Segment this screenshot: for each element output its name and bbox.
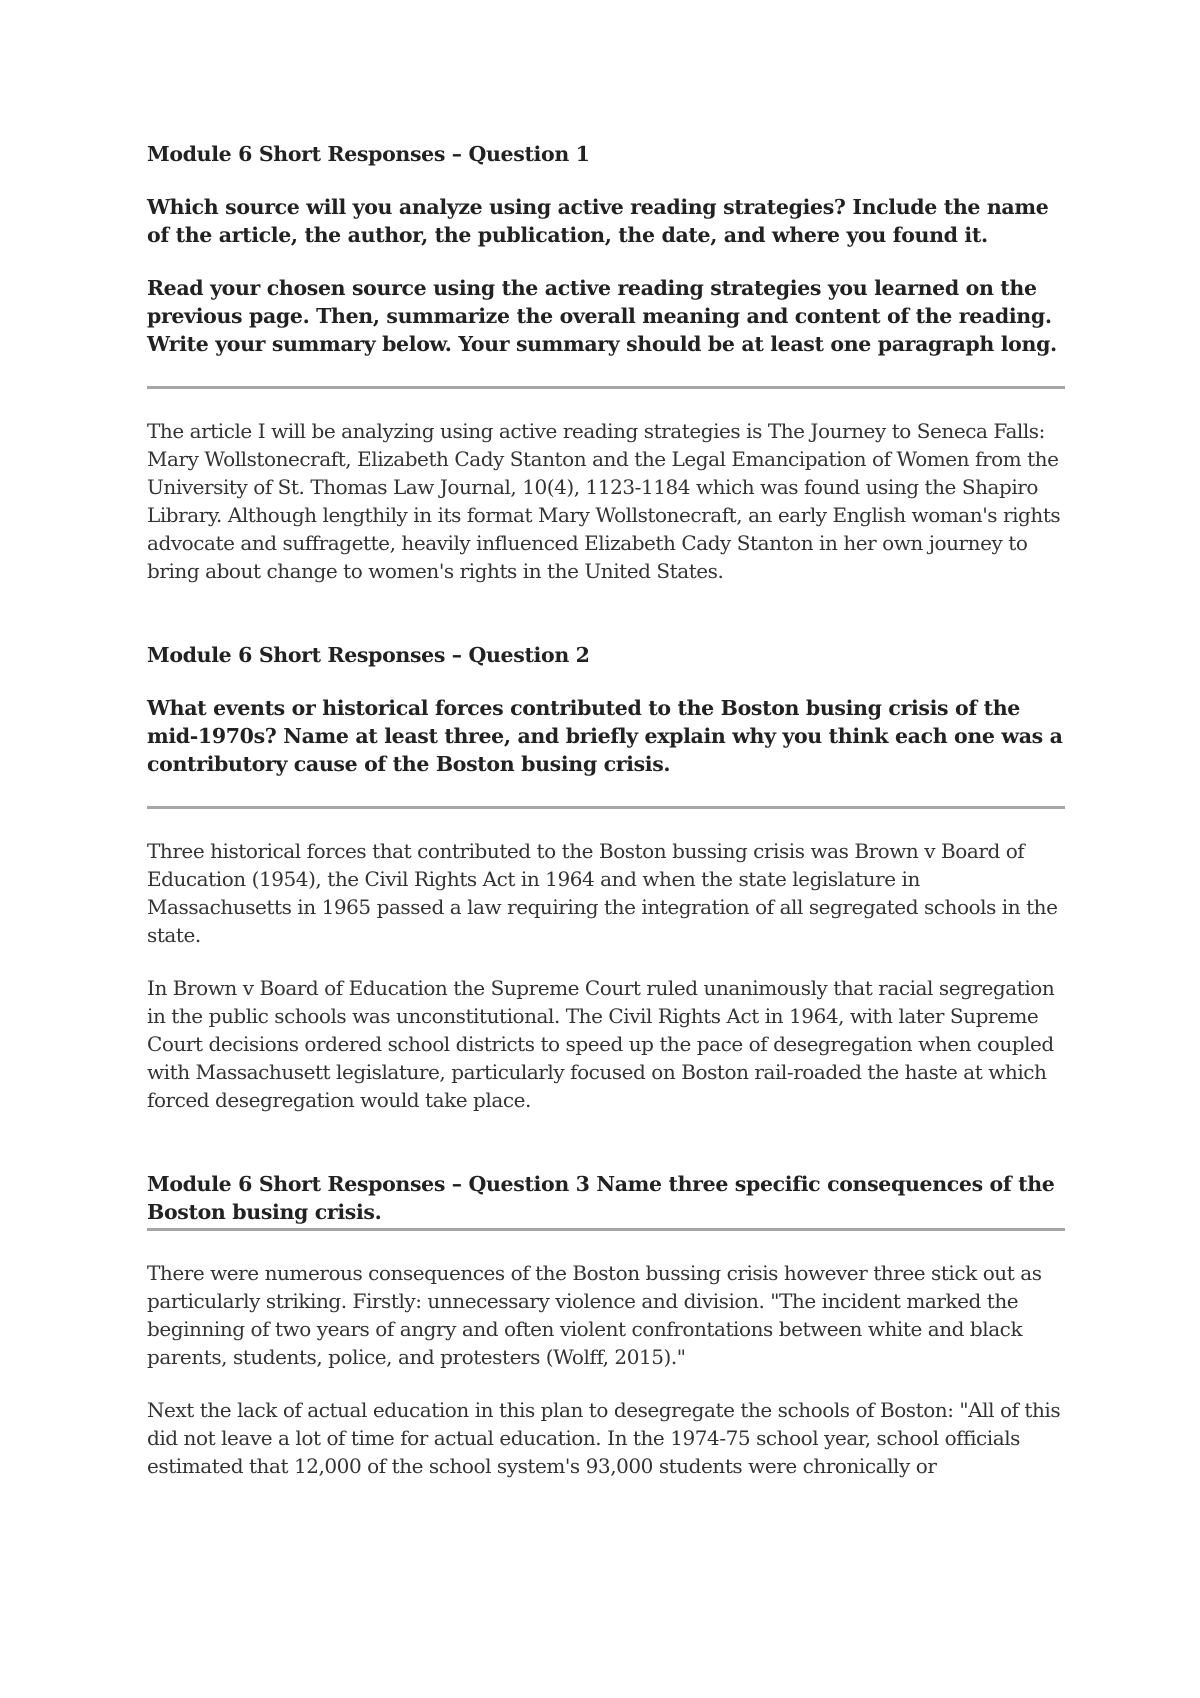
question-2-heading: Module 6 Short Responses – Question 2 [147,643,590,667]
question-1-answer: The article I will be analyzing using active reading strategies is The Journey to Seneca Falls: Mary Wollstonecraft, Elizabeth Cady Stanton and the Legal Emancipation of Women from the University of St. Thomas Law Journal, 10(4), 1123-1184 which was found using the Shapiro Library. Although lengthily in its format Mary Wollstonecraft, an early English woman's rights advocate and suffragette, heavily influenced Elizabeth Cady Stanton in her own journey to bring about change to women's rights in the United States. [147,419,1061,583]
question-1-heading: Module 6 Short Responses – Question 1 [147,142,590,166]
question-3-answer-paragraph-1: There were numerous consequences of the Boston bussing crisis however three stick out as particularly striking. Firstly: unnecessary violence and division. "The incident marked the beginning of two years of angry and often violent confrontations between white and black parents, students, police, and protesters (Wolff, 2015)." [147,1261,1042,1369]
question-1-prompt-source: Which source will you analyze using active reading strategies? Include the name of the article, the author, the publication, the date, and where you found it. [147,195,1049,247]
question-1-prompt-summary: Read your chosen source using the active reading strategies you learned on the previous page. Then, summarize the overall meaning and content of the reading. Write your summary below. Your summary should be at least one paragraph long. [147,276,1057,356]
document-page [147,140,1065,1480]
question-3-heading: Module 6 Short Responses – Question 3 Name three specific consequences of the Boston busing crisis. [147,1172,1055,1224]
question-2-prompt: What events or historical forces contributed to the Boston busing crisis of the mid-1970s? Name at least three, and briefly explain why you think each one was a contributory cause of the Boston busing crisis. [147,696,1063,776]
answer-divider-1 [147,386,1065,389]
question-2-answer-paragraph-2: In Brown v Board of Education the Supreme Court ruled unanimously that racial segregation in the public schools was unconstitutional. The Civil Rights Act in 1964, with later Supreme Court decisions ordered school districts to speed up the pace of desegregation when coupled with Massachusett legislature, particularly focused on Boston rail-roaded the haste at which forced desegregation would take place. [147,976,1055,1112]
answer-divider-3 [147,1228,1065,1231]
question-3-answer-paragraph-2: Next the lack of actual education in this plan to desegregate the schools of Boston: "All of this did not leave a lot of time for actual education. In the 1974-75 school year, school officials estimated that 12,000 of the school system's 93,000 students were chronically or [147,1398,1061,1478]
answer-divider-2 [147,806,1065,809]
question-2-answer-paragraph-1: Three historical forces that contributed to the Boston bussing crisis was Brown v Board of Education (1954), the Civil Rights Act in 1964 and when the state legislature in Massachusetts in 1965 passed a law requiring the integration of all segregated schools in the state. [147,839,1058,947]
